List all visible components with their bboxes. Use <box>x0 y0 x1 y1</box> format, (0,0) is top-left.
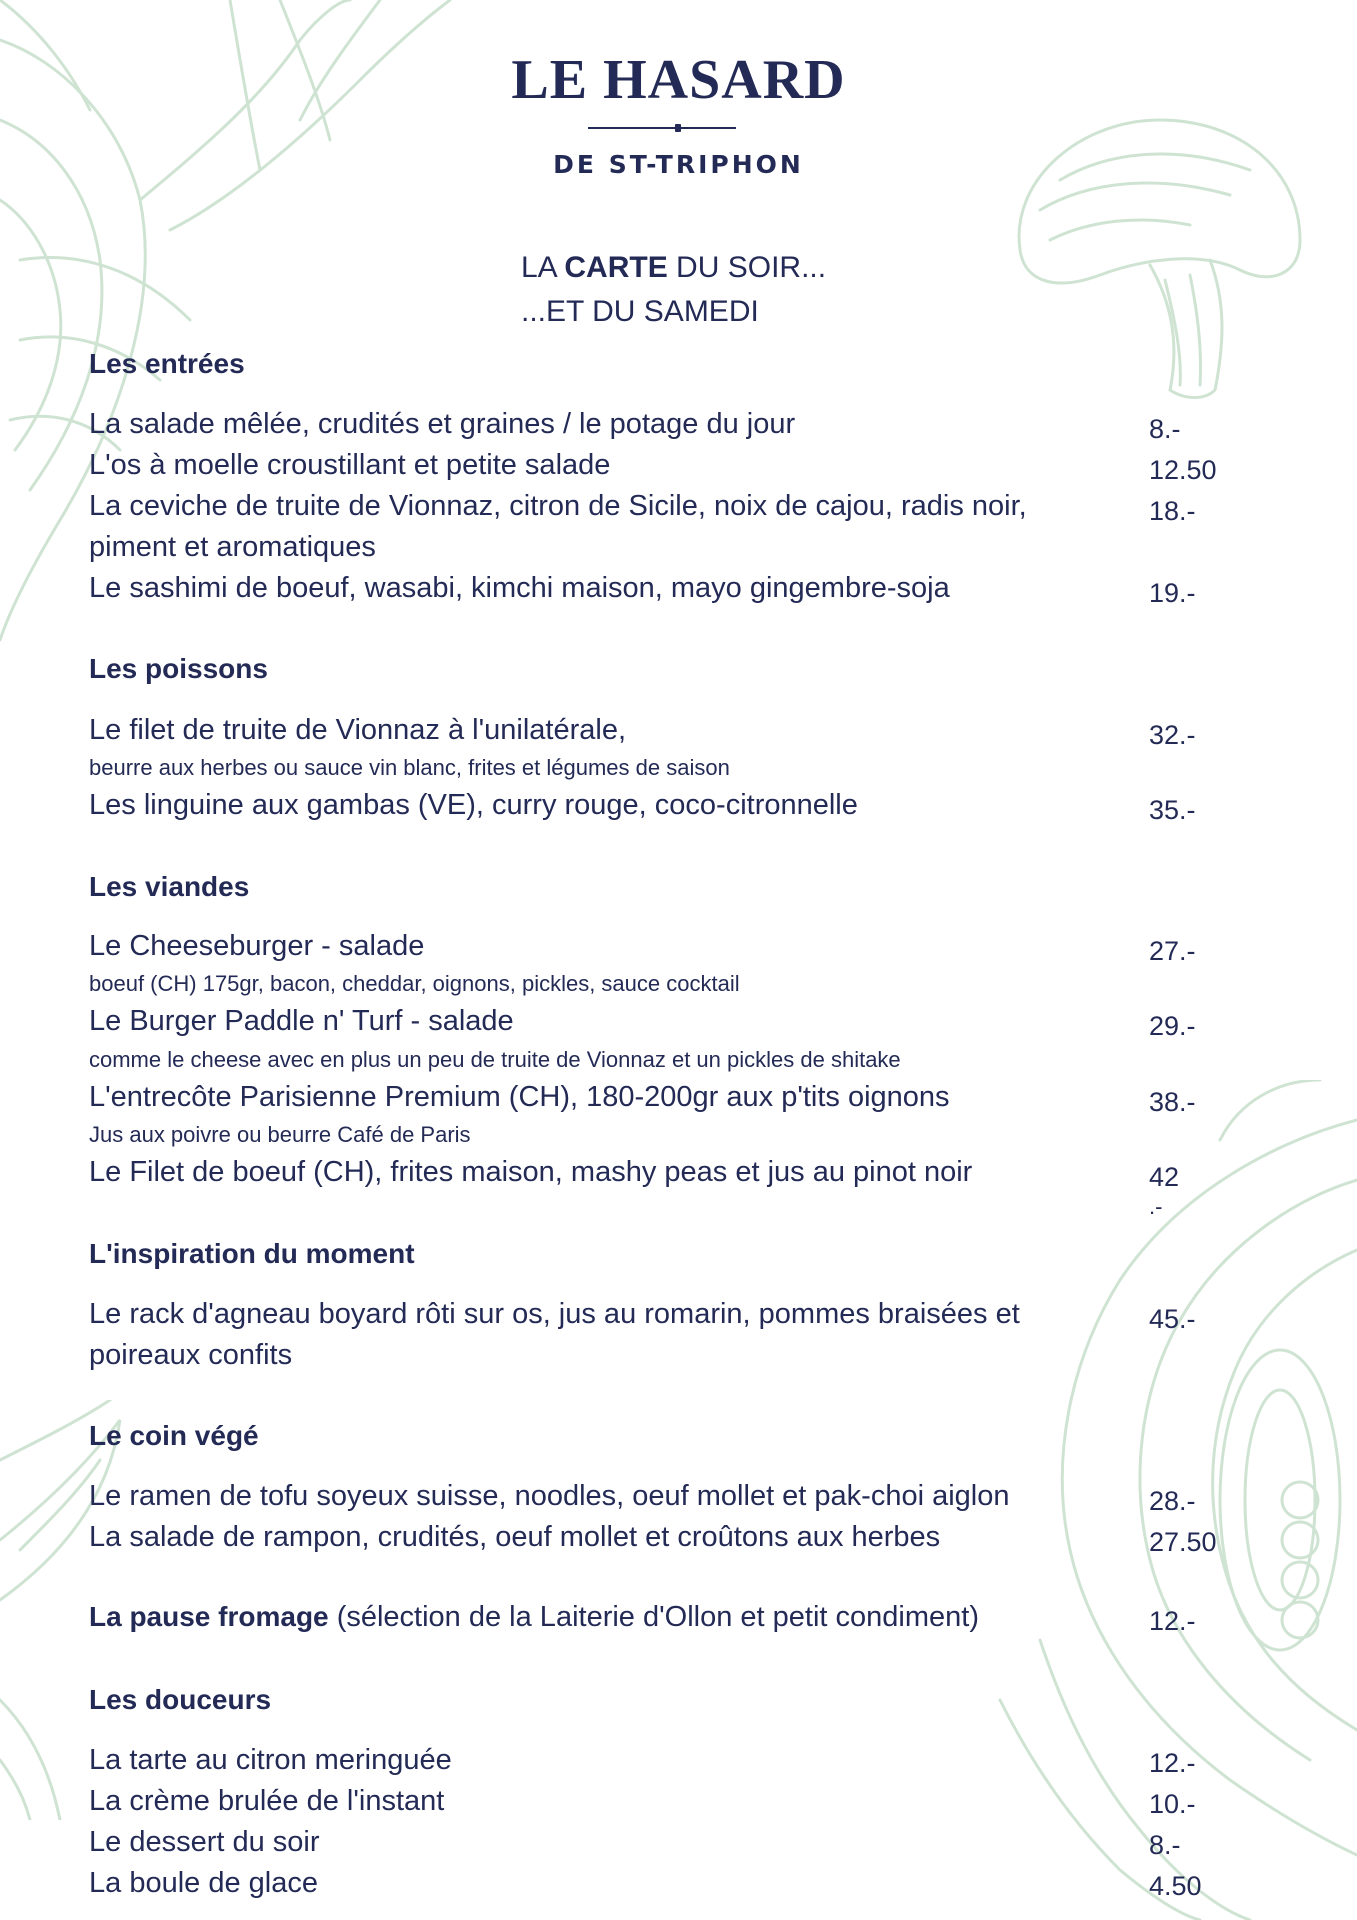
menu-item-price-suffix: .- <box>1149 1194 1163 1219</box>
menu-item-price: 32.- <box>1149 720 1196 750</box>
menu-item: Le Filet de boeuf (CH), frites maison, mashy peas et jus au pinot noir <box>89 1156 973 1188</box>
menu-item-price: 42 <box>1149 1162 1180 1192</box>
fromage-note: (sélection de la Laiterie d'Ollon et petit condiment) <box>328 1601 979 1633</box>
menu-item-price: 35.- <box>1149 795 1196 825</box>
section-heading-poissons: Les poissons <box>89 653 268 684</box>
menu-item: Le Burger Paddle n' Turf - salade <box>89 1005 514 1037</box>
menu-title-suffix: DU SOIR... <box>667 251 827 284</box>
section-heading-viandes: Les viandes <box>89 871 250 902</box>
menu-item: Le sashimi de boeuf, wasabi, kimchi maison, mayo gingembre-soja <box>89 572 950 604</box>
menu-item: La salade mêlée, crudités et graines / le potage du jour <box>89 408 796 440</box>
menu-item: La ceviche de truite de Vionnaz, citron de Sicile, noix de cajou, radis noir, <box>89 490 1027 522</box>
menu-title-carte: CARTE <box>564 251 668 284</box>
menu-item-continued: piment et aromatiques <box>89 531 376 563</box>
menu-item: La boule de glace <box>89 1867 318 1899</box>
menu-item-price: 19.- <box>1149 578 1196 608</box>
menu-item-price: 18.- <box>1149 496 1196 526</box>
menu-title-line1 <box>521 246 826 290</box>
menu-item: Le Cheeseburger - salade <box>89 930 425 962</box>
menu-item-price: 8.- <box>1149 1830 1181 1860</box>
menu-item-price: 29.- <box>1149 1011 1196 1041</box>
menu-item-price: 45.- <box>1149 1304 1196 1334</box>
menu-item-price: 8.- <box>1149 414 1181 444</box>
section-heading-douceurs: Les douceurs <box>89 1684 272 1715</box>
menu-item-detail: comme le cheese avec en plus un peu de truite de Vionnaz et un pickles de shitake <box>89 1047 901 1072</box>
menu-item-price: 4.50 <box>1149 1871 1202 1901</box>
menu-item-price: 12.- <box>1149 1606 1196 1636</box>
menu-item-price: 27.50 <box>1149 1527 1217 1557</box>
menu-item: L'entrecôte Parisienne Premium (CH), 180-200gr aux p'tits oignons <box>89 1081 950 1113</box>
menu-item: La salade de rampon, crudités, oeuf mollet et croûtons aux herbes <box>89 1521 941 1553</box>
header-divider-ornament <box>675 124 681 132</box>
menu-item: Le dessert du soir <box>89 1826 320 1858</box>
section-heading-vege: Le coin végé <box>89 1420 259 1451</box>
menu-item-detail: Jus aux poivre ou beurre Café de Paris <box>89 1122 471 1147</box>
menu-item-detail: beurre aux herbes ou sauce vin blanc, frites et légumes de saison <box>89 755 730 780</box>
menu-title <box>521 246 826 334</box>
menu-item-price: 28.- <box>1149 1486 1196 1516</box>
menu-item-price: 10.- <box>1149 1789 1196 1819</box>
menu-item: Le ramen de tofu soyeux suisse, noodles, oeuf mollet et pak-choi aiglon <box>89 1480 1010 1512</box>
menu-item: La tarte au citron meringuée <box>89 1744 452 1776</box>
menu-title-line2: ...ET DU SAMEDI <box>521 295 759 328</box>
menu-item-price: 12.- <box>1149 1748 1196 1778</box>
section-heading-inspiration: L'inspiration du moment <box>89 1238 415 1269</box>
menu-item: Les linguine aux gambas (VE), curry rouge, coco-citronnelle <box>89 789 858 821</box>
menu-item-price: 27.- <box>1149 936 1196 966</box>
restaurant-name: LE HASARD <box>511 49 846 111</box>
restaurant-location: DE ST-TRIPHON <box>553 150 804 179</box>
mushroom-illustration-icon <box>1000 100 1320 410</box>
menu-item: Le rack d'agneau boyard rôti sur os, jus au romarin, pommes braisées et <box>89 1298 1020 1330</box>
header-divider <box>588 127 736 129</box>
menu-item: Le filet de truite de Vionnaz à l'unilatérale, <box>89 714 627 746</box>
menu-item-price: 12.50 <box>1149 455 1217 485</box>
menu-item-detail: boeuf (CH) 175gr, bacon, cheddar, oignons, pickles, sauce cocktail <box>89 971 740 996</box>
menu-item: La crème brulée de l'instant <box>89 1785 445 1817</box>
menu-item-continued: poireaux confits <box>89 1339 293 1371</box>
menu-title-prefix: LA <box>521 251 565 284</box>
section-heading-fromage <box>89 1601 979 1634</box>
menu-item: L'os à moelle croustillant et petite salade <box>89 449 611 481</box>
fromage-title: La pause fromage <box>89 1601 329 1632</box>
menu-item-price: 38.- <box>1149 1087 1196 1117</box>
section-heading-entrees: Les entrées <box>89 348 245 379</box>
